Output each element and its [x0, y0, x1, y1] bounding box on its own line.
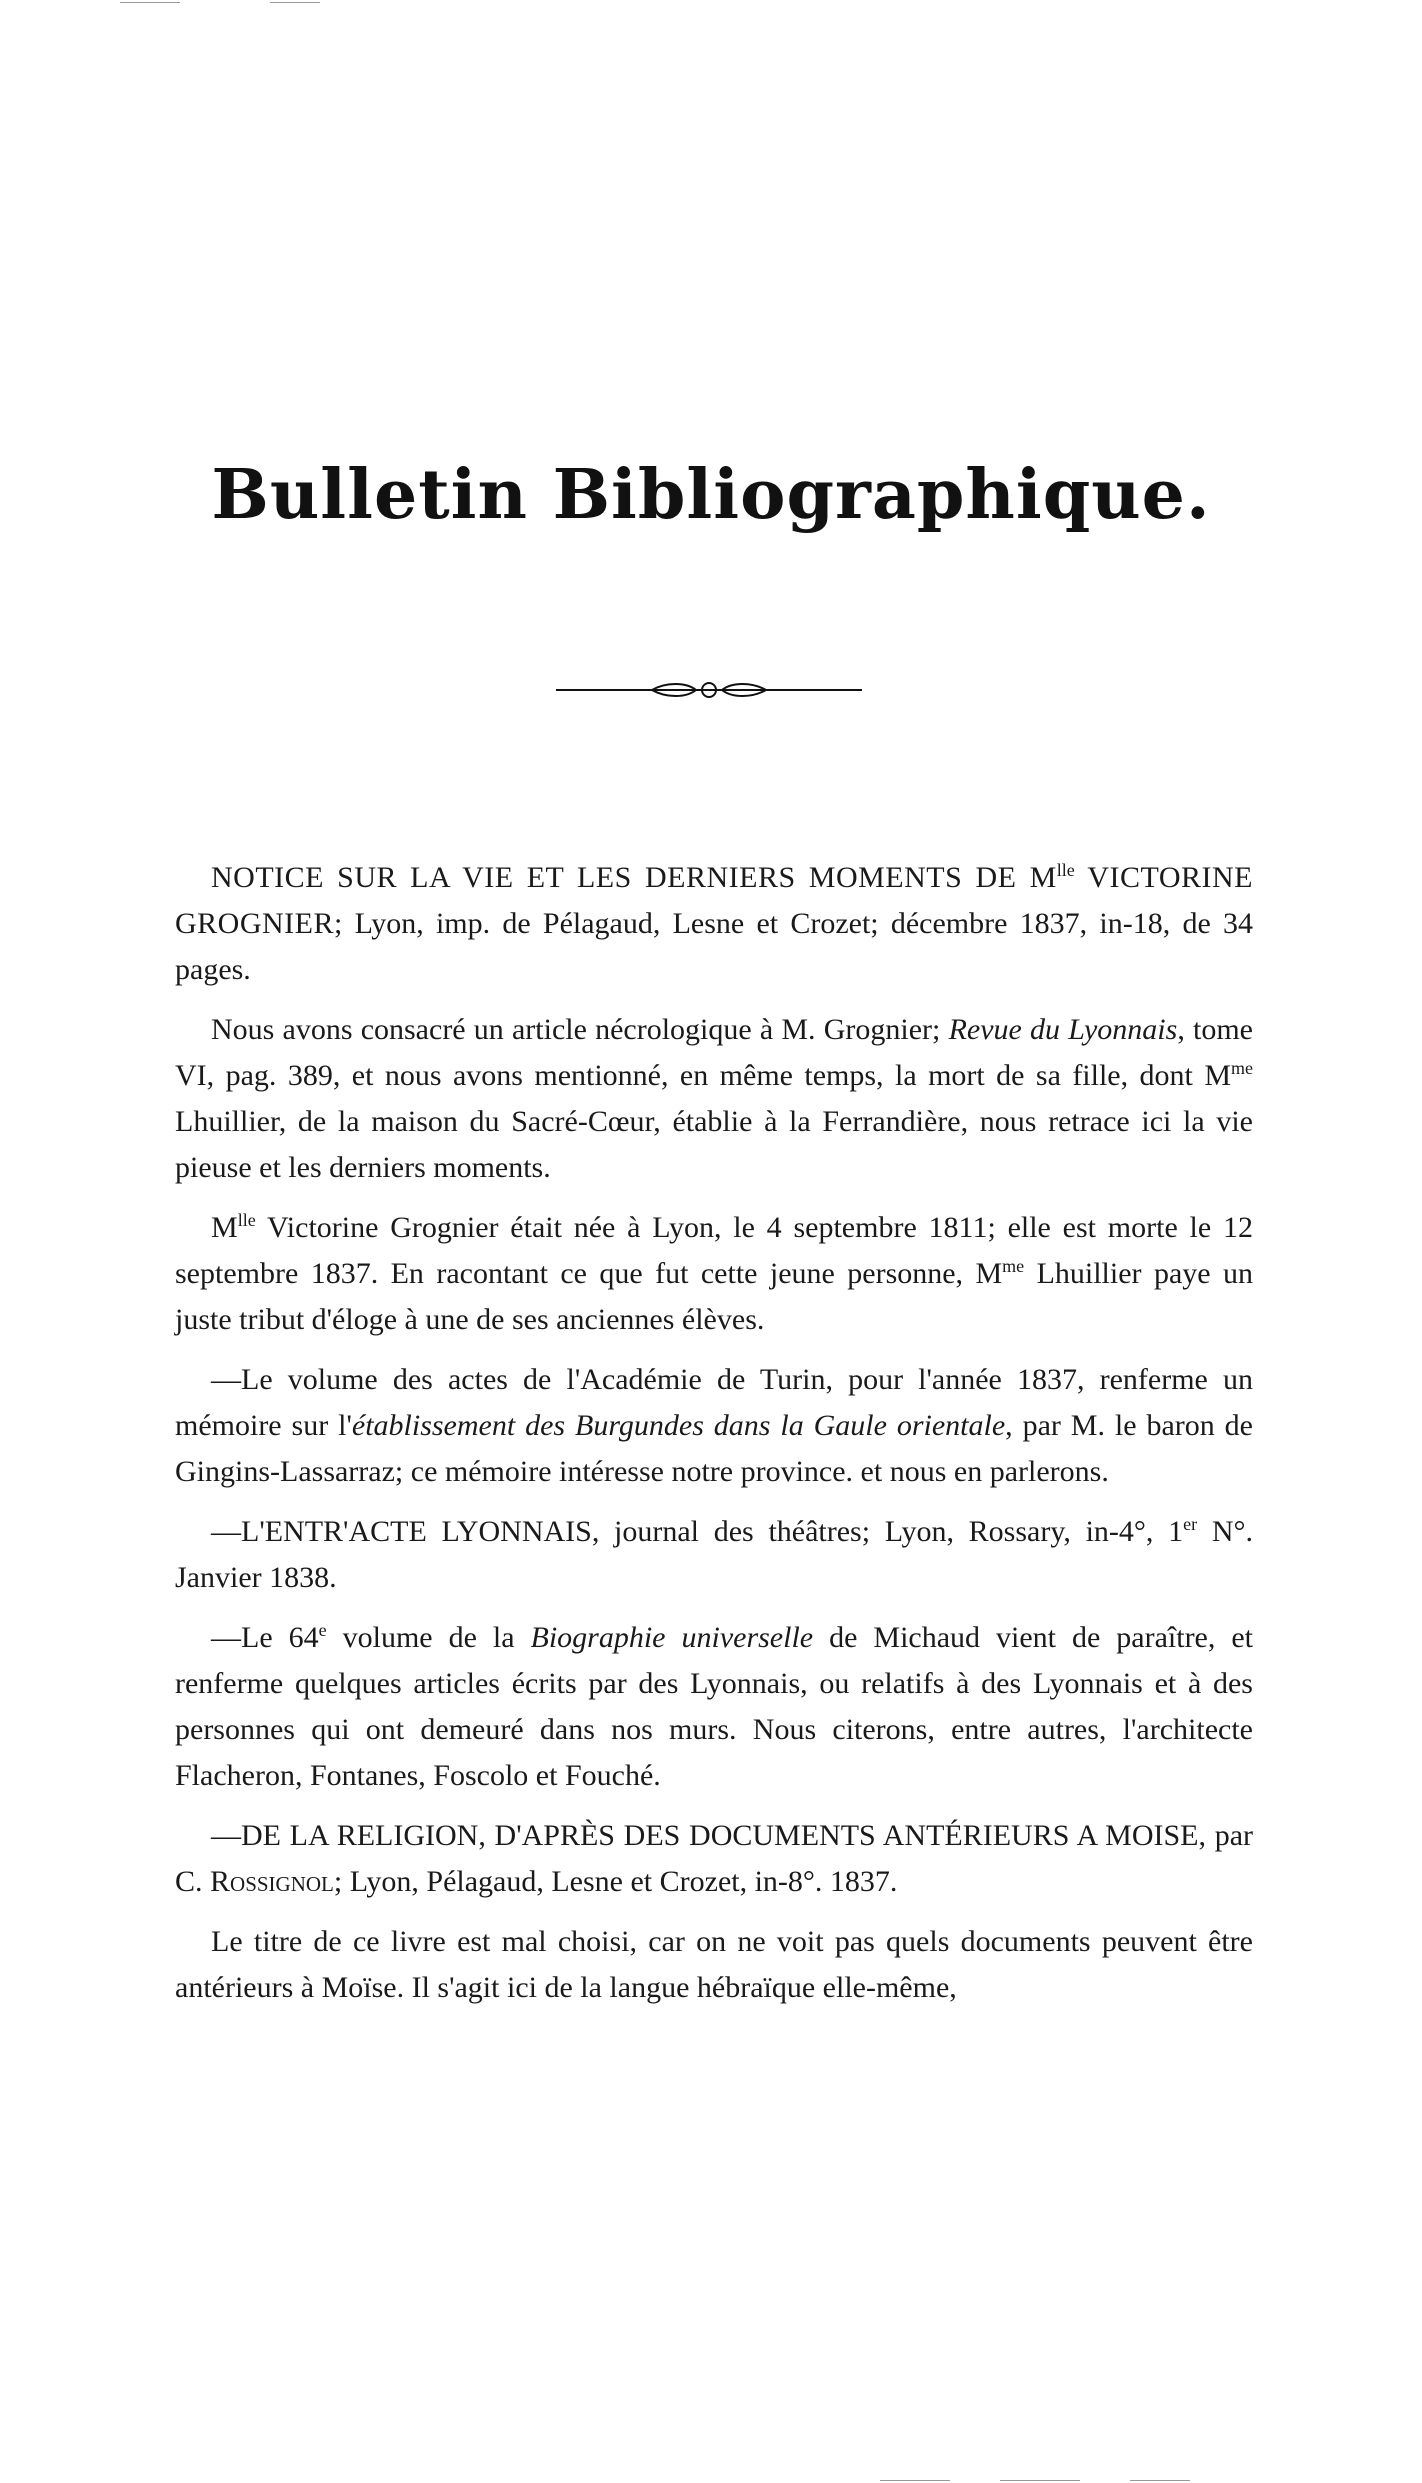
paragraph-titre-livre: Le titre de ce livre est mal choisi, car on ne voit pas quels documents peuvent être antérieurs à Moïse. Il s'agit ici de la langue hébraïque elle-même,: [175, 1925, 1253, 2004]
paragraph-religion: —DE LA RELIGION, D'APRÈS DES DOCUMENTS ANTÉRIEURS A MOISE, par C. Rossignol; Lyon, Pélagaud, Lesne et Crozet, in-8°. 1837.: [175, 1819, 1253, 1898]
paragraph-academie-turin: —Le volume des actes de l'Académie de Turin, pour l'année 1837, renferme un mémoire sur l'établissement des Burgundes dans la Gaule orientale, par M. le baron de Gingins-Lassarraz; ce mémoire intéresse notre province. et nous en parlerons.: [175, 1363, 1253, 1488]
entry-notice: NOTICE SUR LA VIE ET LES DERNIERS MOMENTS DE $M^{lle}$ VICTORINE GROGNIER; Lyon, imp. de Pélagaud, Lesne et Crozet; décembre 1837, in-18, de 34 pages.: [175, 860, 1253, 986]
page-title: Bulletin Bibliographique.: [211, 455, 1211, 535]
paragraph-biographie: —Le 64e volume de la Biographie universelle de Michaud vient de paraître, et renferme quelques articles écrits par des Lyonnais, ou relatifs à des Lyonnais et à des personnes qui ont demeuré dans nos murs. Nous citerons, entre autres, l'architecte Flacheron, Fontanes, Foscolo et Fouché.: [175, 1620, 1254, 1792]
paragraph-grognier: Nous avons consacré un article nécrologique à M. Grognier; Revue du Lyonnais, tome VI, pag. 389, et nous avons mentionné, en même temps, la mort de sa fille, dont $M^{me}$ Lhuillier, de la maison du Sacré-Cœur, établie à la Ferrandière, nous retrace ici la vie pieuse et les derniers moments.: [175, 1013, 1253, 1184]
ornament-divider: [556, 678, 862, 702]
paragraph-victorine: $M^{lle}$ Victorine Grognier était née à Lyon, le 4 septembre 1811; elle est morte le 12 septembre 1837. En racontant ce que fut cette jeune personne, $M^{me}$ Lhuillier paye un juste tribut d'éloge à une de ses anciennes élèves.: [175, 1210, 1253, 1336]
paragraph-entracte: —L'ENTR'ACTE LYONNAIS, journal des théâtres; Lyon, Rossary, in-4°, 1er N°. Janvier 1838.: [175, 1514, 1254, 1594]
bulletin-body: [175, 855, 1253, 2025]
